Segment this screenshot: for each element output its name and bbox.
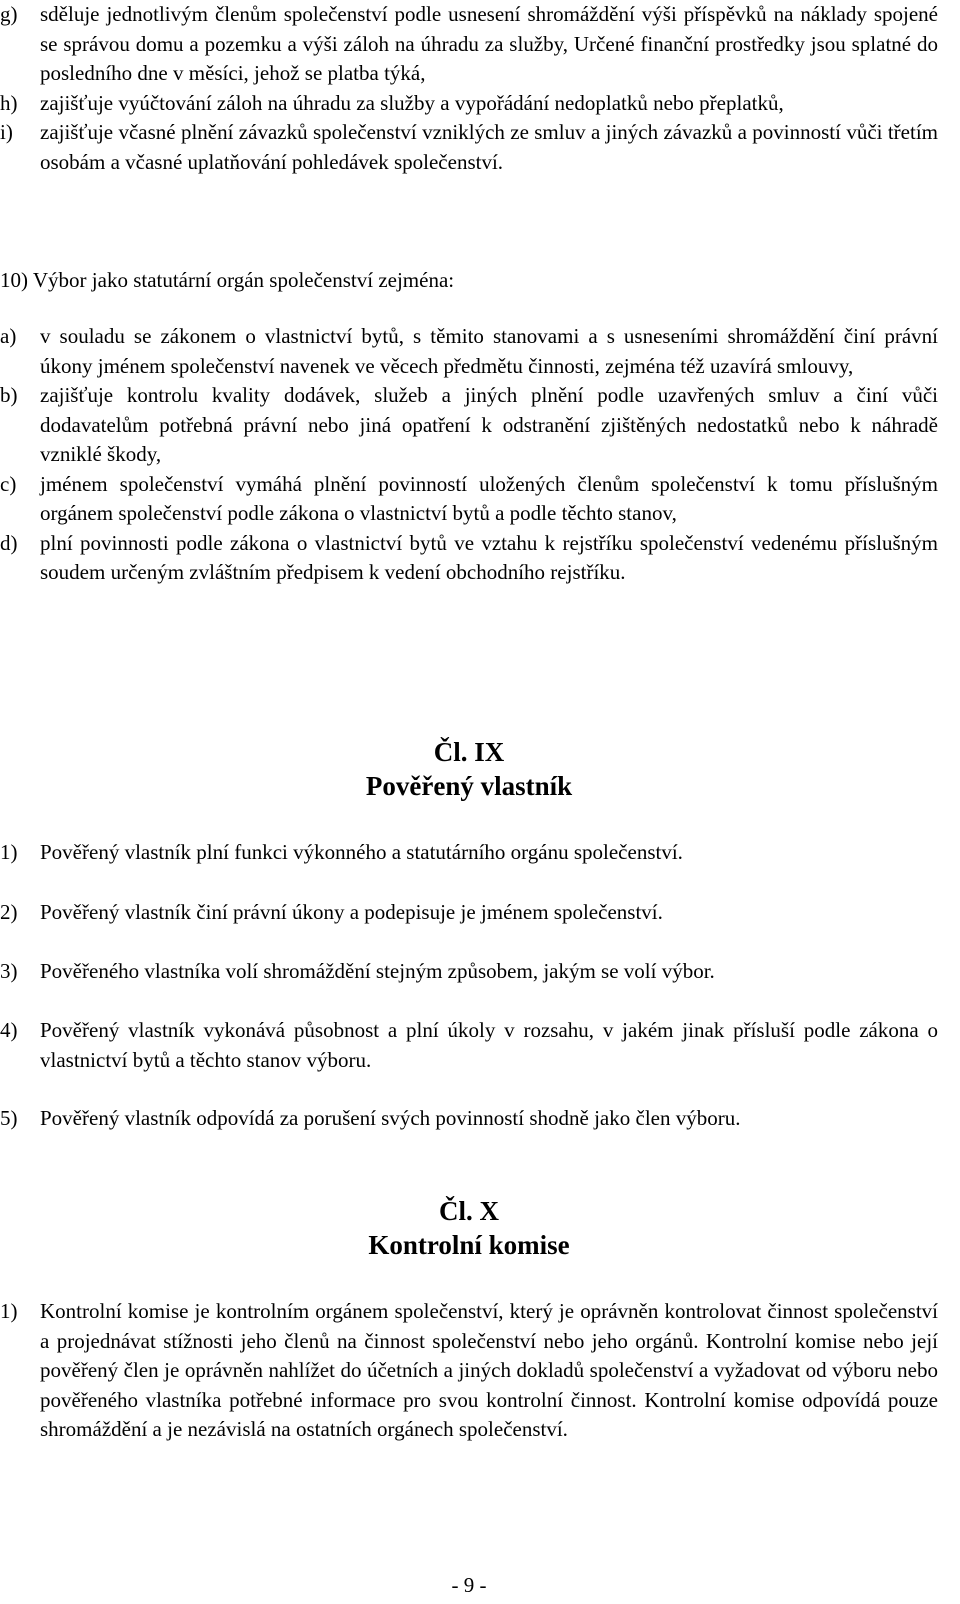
- section-10-item-1: [0, 1297, 938, 1445]
- top-list: [0, 0, 938, 177]
- list-text: jménem společenství vymáhá plnění povinností uložených členům společenství k tomu příslušným orgánem společenství podle zákona o vlastnictví bytů a podle těchto stanov,: [40, 471, 938, 525]
- list-text: v souladu se zákonem o vlastnictví bytů, s těmito stanovami a s usneseními shromáždění činí právní úkony jménem společenství navenek ve věcech předmětu činnosti, zejména též uzavírá smlouvy,: [40, 324, 938, 378]
- list-item-c: [0, 470, 938, 529]
- list-item-d: [0, 529, 938, 588]
- item-number: 1): [0, 1299, 18, 1323]
- para10-list: [0, 322, 938, 588]
- section-9-heading: [0, 735, 938, 803]
- section-9-item-5: [0, 1104, 938, 1134]
- list-label: d): [0, 530, 18, 555]
- section-10-heading: [0, 1194, 938, 1262]
- list-label: h): [0, 90, 18, 115]
- list-item-b: [0, 381, 938, 470]
- section-9-item-3: [0, 957, 938, 987]
- paragraph-10: [0, 266, 938, 296]
- item-text: Pověřený vlastník odpovídá za porušení svých povinností shodně jako člen výboru.: [40, 1106, 741, 1130]
- list-item-g: [0, 0, 938, 89]
- section-9-item-1: [0, 838, 938, 868]
- section-number: Čl. IX: [433, 737, 505, 767]
- item-number: 4): [0, 1018, 18, 1042]
- item-text: Pověřeného vlastníka volí shromáždění stejným způsobem, jakým se volí výbor.: [40, 959, 715, 983]
- section-number: Čl. X: [439, 1196, 499, 1226]
- item-number: 1): [0, 840, 18, 864]
- section-title: Pověřený vlastník: [365, 771, 573, 801]
- list-item-i: [0, 118, 938, 177]
- list-text: zajišťuje vyúčtování záloh na úhradu za služby a vypořádání nedoplatků nebo přeplatků,: [40, 90, 784, 115]
- item-text: Pověřený vlastník plní funkci výkonného a statutárního orgánu společenství.: [40, 840, 683, 864]
- list-text: plní povinnosti podle zákona o vlastnictví bytů ve vztahu k rejstříku společenství vedenému příslušným soudem určeným zvláštním předpisem k vedení obchodního rejstříku.: [40, 530, 938, 584]
- section-9-item-4: [0, 1016, 938, 1075]
- item-text: Kontrolní komise je kontrolním orgánem společenství, který je oprávněn kontrolovat činnost společenství a projednávat stížnosti jeho členů na činnost společenství nebo jeho orgánů. Kontrolní komise nebo její pověřený člen je oprávněn nahlížet do účetních a jiných dokladů společenství a vyžadovat od výboru nebo pověřeného vlastníka potřebné informace pro svou kontrolní činnost. Kontrolní komise odpovídá pouze shromáždění a je nezávislá na ostatních orgánech společenství.: [40, 1299, 938, 1441]
- item-number: 3): [0, 959, 18, 983]
- section-title: Kontrolní komise: [368, 1230, 570, 1260]
- list-label: a): [0, 324, 17, 348]
- paragraph-number: 10): [0, 268, 28, 292]
- item-text: Pověřený vlastník činí právní úkony a podepisuje je jménem společenství.: [40, 900, 663, 924]
- list-text: sděluje jednotlivým členům společenství podle usnesení shromáždění výši příspěvků na náklady spojené se správou domu a pozemku a výši záloh na úhradu za služby, Určené finanční prostředky jsou splatné do posledního dne v měsíci, jehož se platba týká,: [40, 2, 938, 85]
- list-item-h: [0, 89, 938, 119]
- item-text: Pověřený vlastník vykonává působnost a plní úkoly v rozsahu, v jakém jinak přísluší podle zákona o vlastnictví bytů a těchto stanov výboru.: [40, 1018, 938, 1072]
- item-number: 2): [0, 900, 18, 924]
- list-label: i): [0, 120, 13, 144]
- list-item-a: [0, 322, 938, 381]
- page-number: - 9 -: [451, 1573, 487, 1597]
- item-number: 5): [0, 1106, 18, 1130]
- list-label: g): [0, 2, 18, 26]
- list-label: b): [0, 383, 18, 407]
- list-text: zajišťuje včasné plnění závazků společenství vzniklých ze smluv a jiných závazků a povinností vůči třetím osobám a včasné uplatňování pohledávek společenství.: [40, 120, 938, 174]
- list-label: c): [0, 471, 17, 496]
- list-text: zajišťuje kontrolu kvality dodávek, služeb a jiných plnění podle uzavřených smluv a činí vůči dodavatelům potřebná právní nebo jiná opatření k odstranění zjištěných nedostatků nebo k náhradě vzniklé škody,: [40, 383, 938, 466]
- section-9-item-2: [0, 898, 938, 928]
- paragraph-text: Výbor jako statutární orgán společenství zejména:: [32, 268, 455, 292]
